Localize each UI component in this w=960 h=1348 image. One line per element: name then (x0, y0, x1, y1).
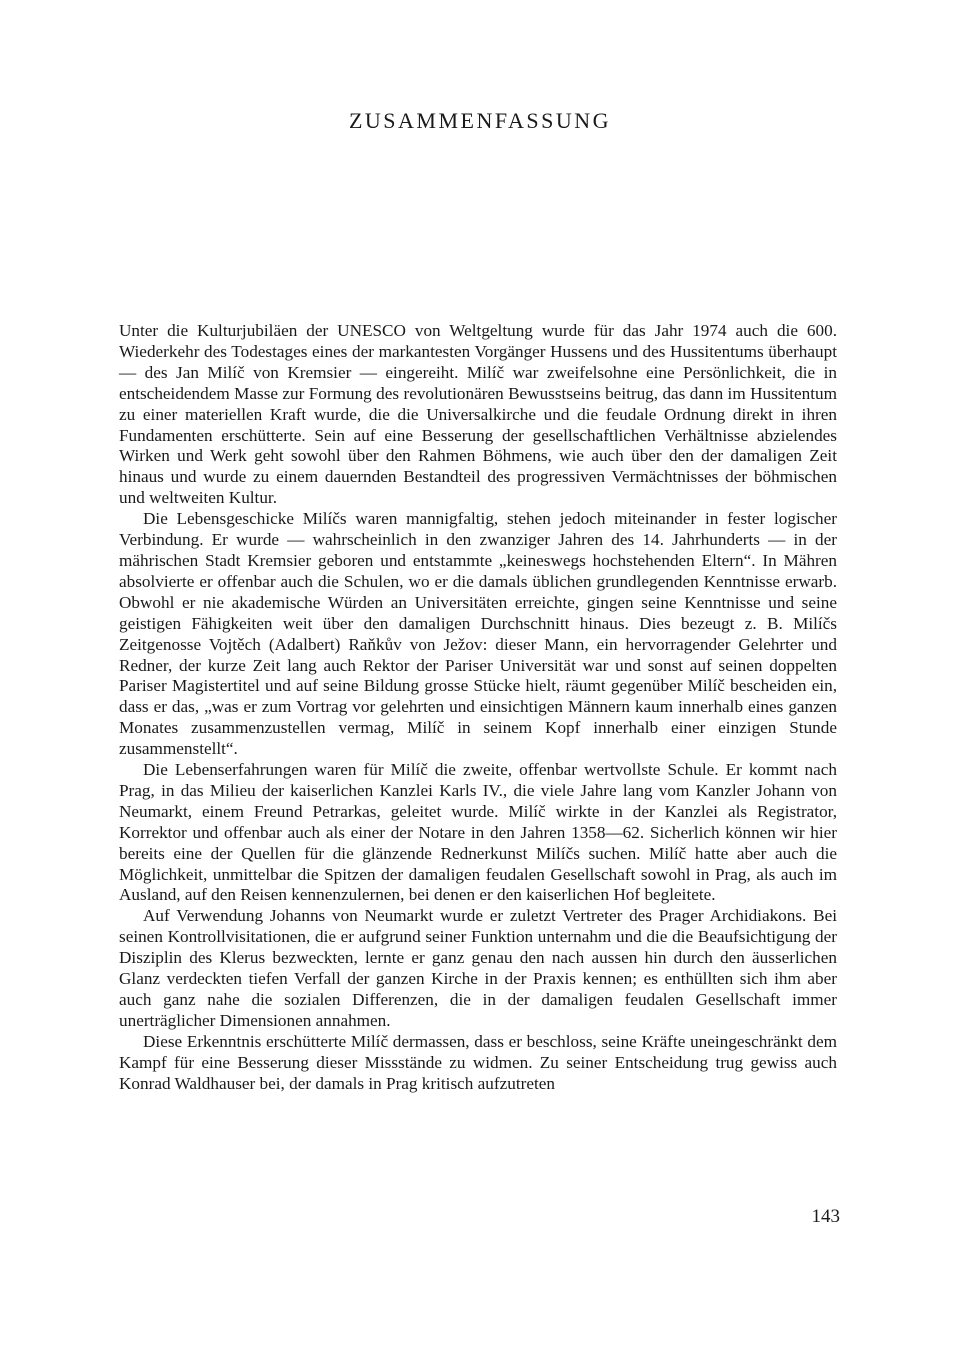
body-text (119, 321, 837, 1095)
paragraph-3: Die Lebenserfahrungen waren für Milíč die zweite, offenbar wertvollste Schule. Er kommt nach Prag, in das Milieu der kaiserlichen Kanzlei Karls IV., die viele Jahre lang vom Kanzler Johann von Neumarkt, einem Freund Petrarkas, geleitet wurde. Milíč wirkte in der Kanzlei als Registrator, Korrektor und offenbar auch als einer der Notare in den Jahren 1358—62. Sicherlich können wir hier bereits eine der Quellen für die glänzende Rednerkunst Milíčs suchen. Milíč hatte aber auch die Möglichkeit, unmittelbar die Spitzen der damaligen feudalen Gesellschaft sowohl in Prag, als auch im Ausland, auf den Reisen kennenzulernen, bei denen er den kaiserlichen Hof begleitete. (119, 760, 837, 905)
paragraph-4: Auf Verwendung Johanns von Neumarkt wurde er zuletzt Vertreter des Prager Archidiakons. Bei seinen Kontrollvisitationen, die er aufgrund seiner Funktion unternahm und die die Beaufsichtigung der Disziplin des Klerus bezweckten, lernte er ganz genau den nach aussen hin durch den äusserlichen Glanz verdeckten tiefen Verfall der ganzen Kirche in der Praxis kennen; es enthüllten sich ihm aber auch ganz nahe die sozialen Differenzen, die in der damaligen feudalen Gesellschaft immer unerträglicher Dimensionen annahmen. (119, 906, 837, 1030)
paragraph-1: Unter die Kulturjubiläen der UNESCO von Weltgeltung wurde für das Jahr 1974 auch die 600. Wiederkehr des Todestages eines der markantesten Vorgänger Hussens und des Hussitentums überhaupt — des Jan Milíč von Kremsier — eingereiht. Milíč war zweifelsohne eine Persönlichkeit, die in entscheidendem Masse zur Formung des revolutionären Bewusstseins beitrug, das dann im Hussitentum zu einer materiellen Kraft wurde, die die Universalkirche und die feudale Ordnung direkt in ihren Fundamenten erschütterte. Sein auf eine Besserung der gesellschaftlichen Verhältnisse abzielendes Wirken und Werk geht sowohl über den Rahmen Böhmens, wie auch über den der damaligen Zeit hinaus und wurde zu einem dauernden Bestandteil des progressiven Vermächtnisses der böhmischen und weltweiten Kultur. (119, 321, 837, 508)
paragraph-2: Die Lebensgeschicke Milíčs waren mannigfaltig, stehen jedoch miteinander in fester logischer Verbindung. Er wurde — wahrscheinlich in den zwanziger Jahren des 14. Jahrhunderts — in der mährischen Stadt Kremsier geboren und entstammte „keineswegs hochstehenden Eltern“. In Mähren absolvierte er offenbar auch die Schulen, wo er die damals üblichen grundlegenden Kenntnisse erwarb. Obwohl er nie akademische Würden an Universitäten erreichte, gingen seine Kenntnisse und seine geistigen Fähigkeiten weit über den damaligen Durchschnitt hinaus. Dies bezeugt z. B. Milíčs Zeitgenosse Vojtěch (Adalbert) Raňkův von Ježov: dieser Mann, ein hervorragender Gelehrter und Redner, der kurze Zeit lang auch Rektor der Pariser Universität war und sonst auf seinen doppelten Pariser Magistertitel und auf seine Bildung grosse Stücke hielt, räumt gegenüber Milíč bescheiden ein, dass er das, „was er zum Vortrag vor gelehrten und einsichtigen Männern kaum innerhalb eines ganzen Monates zusammenzustellen vermag, Milíč in seinem Kopf innerhalb einer einzigen Stunde zusammenstellt“. (119, 509, 837, 759)
page-number: 143 (811, 1206, 840, 1227)
paragraph-5: Diese Erkenntnis erschütterte Milíč dermassen, dass er beschloss, seine Kräfte uneingeschränkt dem Kampf für eine Besserung dieser Missstände zu widmen. Zu seiner Entscheidung trug gewiss auch Konrad Waldhauser bei, der damals in Prag kritisch aufzutreten (119, 1031, 837, 1093)
page-title: ZUSAMMENFASSUNG (348, 108, 612, 133)
